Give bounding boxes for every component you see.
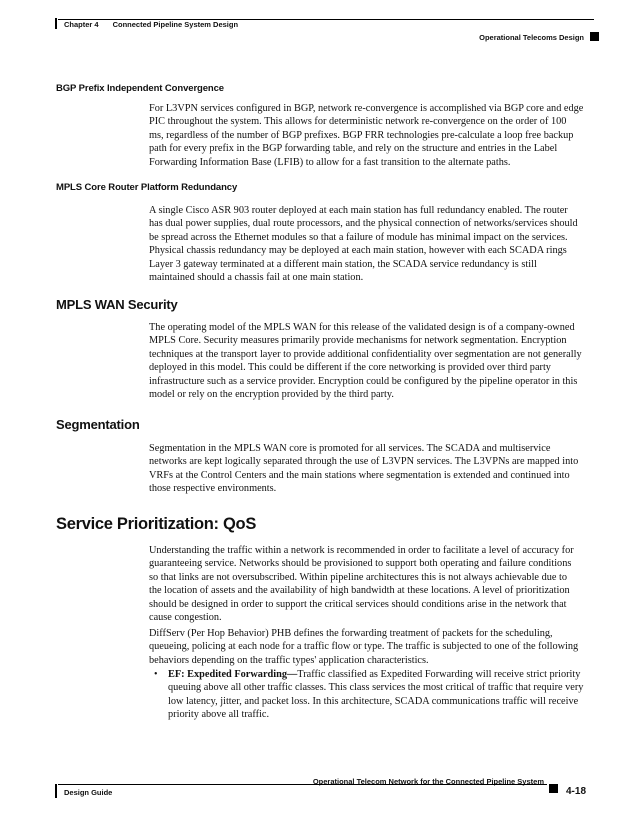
- paragraph-mpls-core-redundancy: [149, 204, 601, 284]
- text-line: priority above all traffic.: [168, 709, 270, 721]
- paragraph-bgp-pic: [149, 102, 601, 169]
- text-line: A single Cisco ASR 903 router deployed at each main station has full redundancy enabled. The router: [149, 205, 568, 216]
- text-line: Physical chassis redundancy may be deployed at each main station, however with each SCADA rings: [149, 245, 567, 257]
- text-line: maintained should a chassis fail at one main station.: [149, 272, 364, 284]
- text-line: For L3VPN services configured in BGP, network re-convergence is accomplished via BGP core and edge: [149, 103, 584, 114]
- header-square-marker: [590, 32, 599, 41]
- text-line: Segmentation in the MPLS WAN core is promoted for all services. The SCADA and multiservice: [149, 443, 551, 454]
- paragraph-segmentation: [149, 442, 601, 496]
- heading-service-prioritization-qos: Service Prioritization: QoS: [56, 515, 257, 533]
- heading-bgp-pic: BGP Prefix Independent Convergence: [56, 83, 224, 94]
- running-section-title: Operational Telecoms Design: [479, 33, 584, 42]
- bullet-ef-expedited-forwarding: [168, 668, 602, 722]
- heading-mpls-wan-security: MPLS WAN Security: [56, 297, 178, 312]
- chapter-title: Connected Pipeline System Design: [112, 20, 239, 29]
- text-line: cause congestion.: [149, 612, 222, 624]
- footer-square-marker: [549, 784, 558, 793]
- paragraph-diffserv: [149, 627, 601, 667]
- footer-tick-mark: [55, 784, 57, 798]
- text-line: path for every prefix in the BGP forwarding table, and rely on the structure and entries in the Label: [149, 143, 558, 155]
- text-line: DiffServ (Per Hop Behavior) PHB defines the forwarding treatment of packets for the scheduling,: [149, 628, 553, 639]
- text-line: the location of assets and the availability of high bandwidth at these locations. A level of prioritization: [149, 585, 570, 597]
- heading-segmentation: Segmentation: [56, 417, 140, 432]
- text-line: has dual power supplies, dual route processors, and the physical connection of networks/services should: [149, 218, 578, 230]
- text-line: deployed in this model. This could be different if the core networking is provided over third party: [149, 362, 551, 374]
- paragraph-qos-intro: [149, 544, 601, 624]
- bullet-text: Traffic classified as Expedited Forwarding will receive strict priority: [297, 669, 581, 680]
- header-tick-mark: [55, 18, 57, 29]
- footer-rule: [58, 784, 547, 785]
- text-line: so that links are not oversubscribed. Within pipeline architectures this is not always achievable due to: [149, 571, 568, 583]
- text-line: The operating model of the MPLS WAN for this release of the validated design is of a company-owned: [149, 322, 575, 333]
- footer-guide-label: Design Guide: [64, 788, 113, 797]
- text-line: queueing, policing at each node for a traffic flow or type. The traffic is subjected to one of the following: [149, 641, 579, 653]
- bullet-icon: •: [154, 669, 158, 680]
- text-line: [168, 668, 602, 681]
- text-line: Forwarding Information Base (LFIB) to allow for a fast transition to the alternate paths.: [149, 156, 511, 168]
- text-line: be spread across the Ethernet modules so that a failure of module has minimal impact on the services.: [149, 231, 568, 243]
- text-line: those respective environments.: [149, 483, 277, 495]
- text-line: VRFs at the Control Centers and the main stations where segmentation is extended and continued into: [149, 469, 570, 481]
- text-line: low latency, jitter, and packet loss. In this architecture, SCADA communications traffic will receive: [168, 695, 579, 707]
- text-line: infrastructure such as a service provider. Encryption could be configured by the pipeline operator in this: [149, 375, 578, 387]
- text-line: ms, regardless of the number of BGP prefixes. BGP FRR technologies pre-calculate a loop free backup: [149, 129, 574, 141]
- chapter-number: Chapter 4: [64, 20, 99, 29]
- page-number: 4-18: [566, 786, 587, 797]
- text-line: Layer 3 gateway terminated at a different main station, the SCADA service redundancy is still: [149, 258, 537, 270]
- bullet-term: EF: Expedited Forwarding—: [168, 669, 298, 680]
- text-line: queuing above all other traffic classes. This class services the most critical of traffic that require very: [168, 682, 584, 694]
- text-line: model or rely on the encryption provided by the third party.: [149, 389, 394, 401]
- paragraph-mpls-wan-security: [149, 321, 601, 401]
- text-line: MPLS Core. Security measures primarily provide mechanisms for network segmentation. Encryption: [149, 335, 567, 347]
- text-line: should be designed in order to support the critical services should conditions arise in the network that: [149, 598, 567, 610]
- text-line: Understanding the traffic within a network is recommended in order to facilitate a level of accuracy for: [149, 545, 574, 556]
- footer-document-title: Operational Telecom Network for the Connected Pipeline System: [312, 777, 544, 786]
- text-line: techniques at the transport layer to provide additional confidentiality over segmentation are not generally: [149, 348, 582, 360]
- text-line: behaviors depending on the traffic types' application characteristics.: [149, 654, 429, 666]
- text-line: networks are kept logically separated through the use of L3VPN services. The L3VPNs are mapped into: [149, 456, 579, 468]
- header-chapter: [64, 20, 238, 29]
- text-line: PIC throughout the system. This allows for deterministic network re-convergence on the order of 100: [149, 116, 567, 128]
- text-line: guaranteeing service. Networks should be provisioned to support both operating and failure conditions: [149, 558, 572, 570]
- heading-mpls-core-redundancy: MPLS Core Router Platform Redundancy: [56, 182, 238, 193]
